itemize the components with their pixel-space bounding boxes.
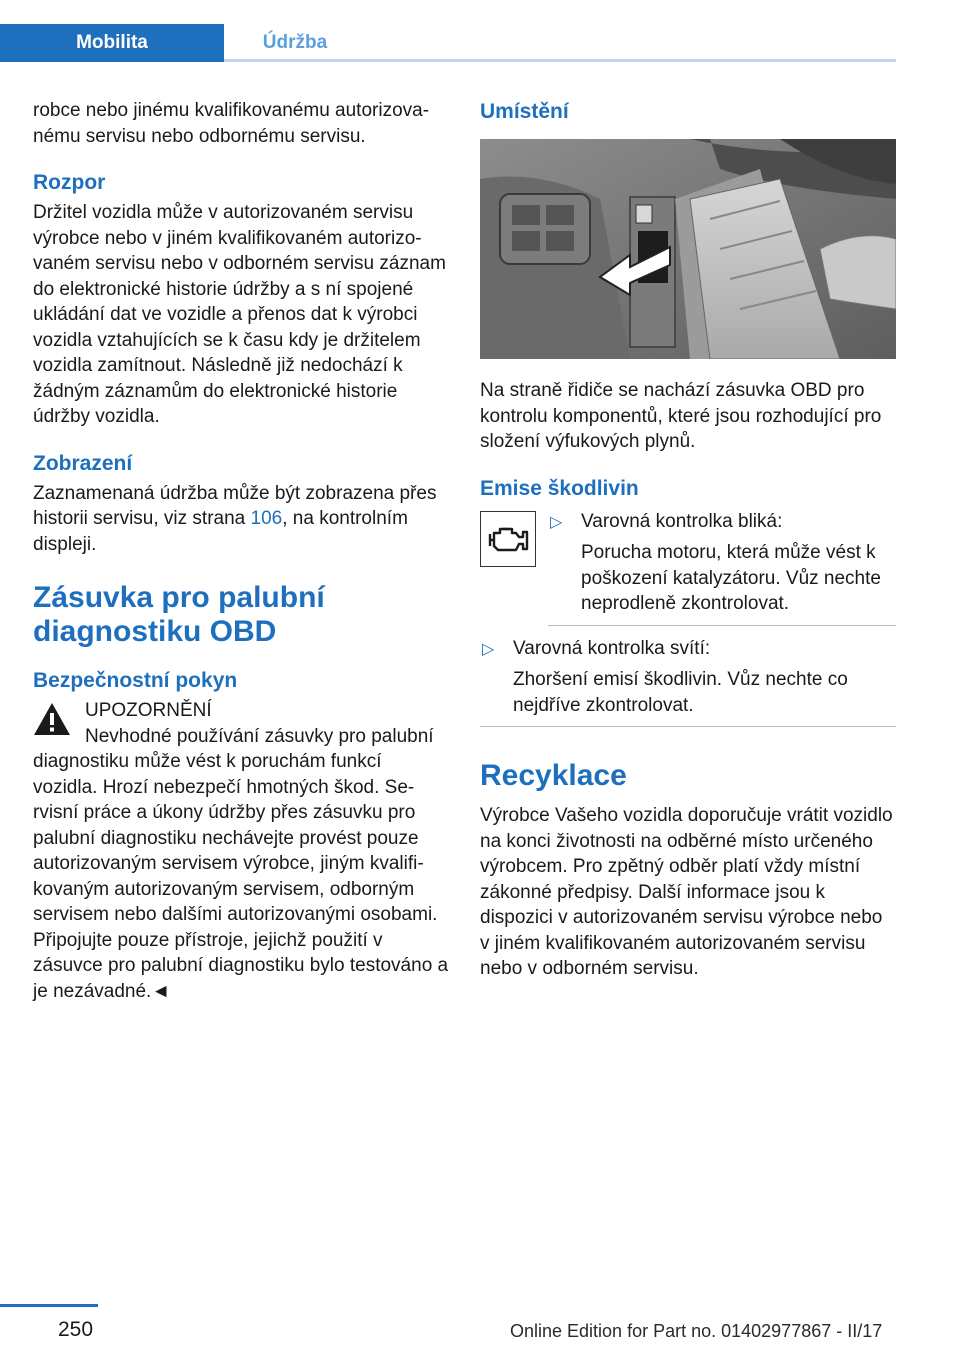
triangle-bullet-icon: ▷ <box>482 640 495 658</box>
recyklace-paragraph: Výrobce Vašeho vozidla doporučuje vrátit vozidlo na konci životnosti na odběrné místo určeného výrobcem. Pro zpětný odběr platí vždy místní zákonné předpisy. Další informace jsou k dispozici v autorizovaném servisu výrobce nebo v jiném kvalifikovaném autorizovaném servisu nebo v odborném servisu. <box>480 805 893 979</box>
emise-bullet-list <box>480 507 896 728</box>
right-column <box>480 98 896 1002</box>
bezpecnostni-pokyn-heading: Bezpečnostní pokyn <box>33 669 238 692</box>
bullet-title: Varovná kontrolka bliká: <box>581 510 783 532</box>
zobrazeni-text-pre: Zaznamenaná údržba může být zobrazena přes historii servisu, viz strana <box>33 482 437 529</box>
list-item <box>548 507 896 626</box>
emise-heading: Emise škodlivin <box>480 476 639 500</box>
warning-text: diagnostiku může vést k poruchám funkcí vozidla. Hrozí nebezpečí hmotných škod. Servisní práce a úkony údržby přes zásuvku pro palubní diagnostiku nechávejte provést pouze autorizovaným servisem výrobce, jiným kvalifikovaným autorizovaným servisem, odborným servisem nebo dalšími autorizovanými osobami. Připojujte pouze přístroje, jejichž použití v zásuvce pro palubní diagnostiku bylo testováno a je nezávadné.◄ <box>33 751 449 1002</box>
bullet-text: Porucha motoru, která může vést k poškození katalyzátoru. Vůz nechte neprodleně zkontrolovat. <box>581 542 881 614</box>
umisteni-paragraph: Na straně řidiče se nachází zásuvka OBD pro kontrolu komponentů, které jsou rozhodující pro složení výfukových plynů. <box>480 380 882 452</box>
triangle-bullet-icon: ▷ <box>550 513 563 531</box>
tab-mobilita[interactable]: Mobilita <box>0 24 224 62</box>
umisteni-heading: Umístění <box>480 100 569 123</box>
bullet-text: Zhoršení emisí škodlivin. Vůz nechte co nejdříve zkontrolovat. <box>513 669 848 716</box>
emise-block <box>480 507 896 728</box>
warning-label: UPOZORNĚNÍ <box>85 700 212 721</box>
page-link-106[interactable]: 106 <box>250 508 283 529</box>
header-tabs <box>0 24 366 62</box>
obd-socket-photo <box>480 139 896 359</box>
zobrazeni-paragraph <box>33 481 449 558</box>
zobrazeni-text-post: , na kontrolním displeji. <box>33 508 408 555</box>
warning-block <box>33 698 449 1004</box>
intro-paragraph: robce nebo jinému kvalifikovanému autorizovanému servisu nebo odbornému servisu. <box>33 100 430 147</box>
edition-info: Online Edition for Part no. 01402977867 - II/17 <box>510 1321 883 1341</box>
engine-warning-icon-box <box>480 511 536 567</box>
warning-first-line: Nevhodné používání zásuvky pro palubní <box>85 725 434 747</box>
zobrazeni-heading: Zobrazení <box>33 451 133 475</box>
bullet-title: Varovná kontrolka svítí: <box>513 637 711 659</box>
rozpor-paragraph: Držitel vozidla může v autorizovaném servisu výrobce nebo v jiném kvalifikovaném autorizovaném servisu nebo v odborném servisu záznam do elektronické historie údržby a s ní spojené ukládání dat ve vozidle a přenos dat k výrobci vozidla vztahujících se k času kdy je držitelem vozidla zamítnout. Následně již nedochází k žádným záznamům do elektronické historie údržby vozidla. <box>33 202 446 427</box>
obd-heading: Zásuvka pro palubní diagnostiku OBD <box>33 581 325 648</box>
footer-rule <box>0 1304 98 1307</box>
recyklace-heading: Recyklace <box>480 759 627 792</box>
list-item <box>480 634 896 728</box>
page-number: 250 <box>58 1318 94 1341</box>
tab-udrzba[interactable]: Údržba <box>262 32 328 53</box>
warning-triangle-icon <box>33 702 71 736</box>
engine-icon <box>486 524 530 554</box>
header-rule <box>224 59 896 62</box>
rozpor-heading: Rozpor <box>33 171 106 194</box>
left-column <box>33 98 449 1004</box>
